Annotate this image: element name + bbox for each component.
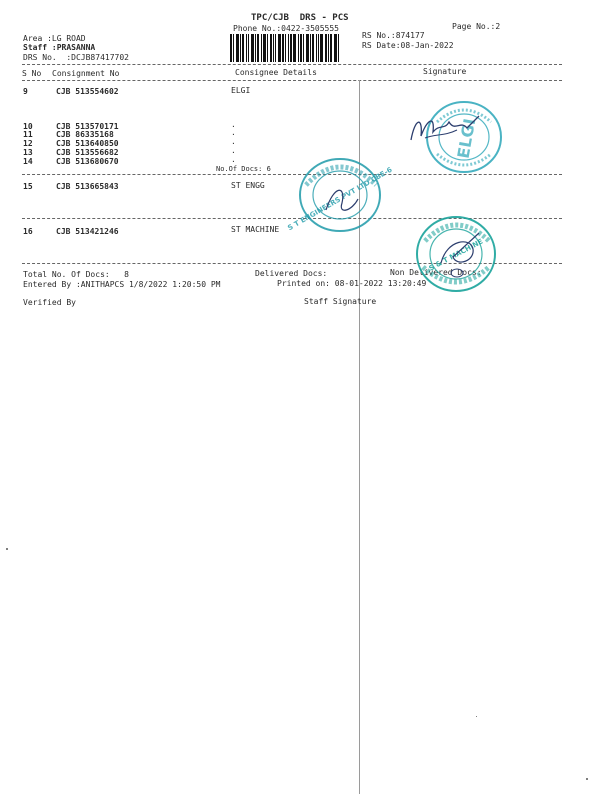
row-consignment: CJB 513570171 bbox=[56, 122, 119, 131]
col-signature-header: Signature bbox=[423, 67, 467, 76]
row-consignee: . bbox=[231, 137, 236, 146]
row-consignee: . bbox=[231, 146, 236, 155]
scan-speck bbox=[476, 716, 477, 717]
row-consignee: . bbox=[231, 128, 236, 137]
staff-label: Staff :PRASANNA bbox=[23, 43, 96, 52]
verified-by: Verified By bbox=[23, 298, 76, 307]
col-sno-header: S No bbox=[22, 69, 42, 78]
row-consignee: ELGI bbox=[231, 86, 251, 95]
non-delivered-docs: Non Delivered Docs: bbox=[390, 268, 482, 277]
row-consignment: CJB 513421246 bbox=[56, 227, 119, 236]
row-sno: 15 bbox=[23, 182, 33, 191]
row-consignment: CJB 513665843 bbox=[56, 182, 119, 191]
row-sno: 16 bbox=[23, 227, 33, 236]
rs-date: RS Date:08-Jan-2022 bbox=[362, 41, 454, 50]
stamp-text: S & T MACHINE bbox=[427, 237, 485, 273]
row-rule bbox=[22, 218, 562, 219]
stamp-text: ELGI bbox=[453, 116, 480, 160]
row-consignment: CJB 513640850 bbox=[56, 139, 119, 148]
row-consignee: . bbox=[231, 155, 236, 164]
st-engineers-stamp bbox=[286, 155, 394, 235]
page-number: Page No.:2 bbox=[452, 22, 501, 31]
scan-speck bbox=[6, 548, 8, 550]
drs-number: DRS No. :DCJB87417702 bbox=[23, 53, 129, 62]
row-consignment: CJB 513556682 bbox=[56, 148, 119, 157]
row-consignment: CJB 86335168 bbox=[56, 130, 114, 139]
row-sno: 13 bbox=[23, 148, 33, 157]
row-sno: 9 bbox=[23, 87, 28, 96]
group-doc-count: No.Of Docs: 6 bbox=[216, 165, 271, 173]
row-consignee: ST MACHINE bbox=[231, 225, 280, 234]
header-top-rule bbox=[22, 64, 562, 65]
row-sno: 14 bbox=[23, 157, 33, 166]
row-sno: 12 bbox=[23, 139, 33, 148]
row-consignment: CJB 513680670 bbox=[56, 157, 119, 166]
total-docs: Total No. Of Docs: 8 bbox=[23, 270, 129, 279]
col-consignee-header: Consignee Details bbox=[235, 68, 317, 77]
area-label: Area :LG ROAD bbox=[23, 34, 86, 43]
st-machine-stamp bbox=[413, 213, 499, 295]
barcode bbox=[230, 34, 355, 62]
entered-by: Entered By :ANITHAPCS 1/8/2022 1:20:50 PM bbox=[23, 280, 221, 289]
delivered-docs: Delivered Docs: bbox=[255, 269, 328, 278]
col-consignment-header: Consignment No bbox=[52, 69, 120, 78]
staff-signature-label: Staff Signature bbox=[304, 297, 377, 306]
stamp-text: S T ENGINEERS PVT LTD CBE-6 bbox=[286, 165, 394, 233]
row-consignment: CJB 513554602 bbox=[56, 87, 119, 96]
signature-scribble bbox=[405, 108, 485, 148]
row-sno: 11 bbox=[23, 130, 33, 139]
row-sno: 10 bbox=[23, 122, 33, 131]
scan-speck bbox=[586, 778, 588, 780]
row-consignee: ST ENGG bbox=[231, 181, 265, 190]
printed-on: Printed on: 08-01-2022 13:20:49 bbox=[277, 279, 427, 288]
phone-number: Phone No.:0422-3505555 bbox=[233, 24, 339, 33]
row-consignee: . bbox=[231, 120, 236, 129]
rs-number: RS No.:874177 bbox=[362, 31, 425, 40]
document-title: TPC/CJB DRS - PCS bbox=[251, 13, 349, 23]
header-bottom-rule bbox=[22, 80, 562, 81]
group-rule bbox=[22, 174, 562, 175]
